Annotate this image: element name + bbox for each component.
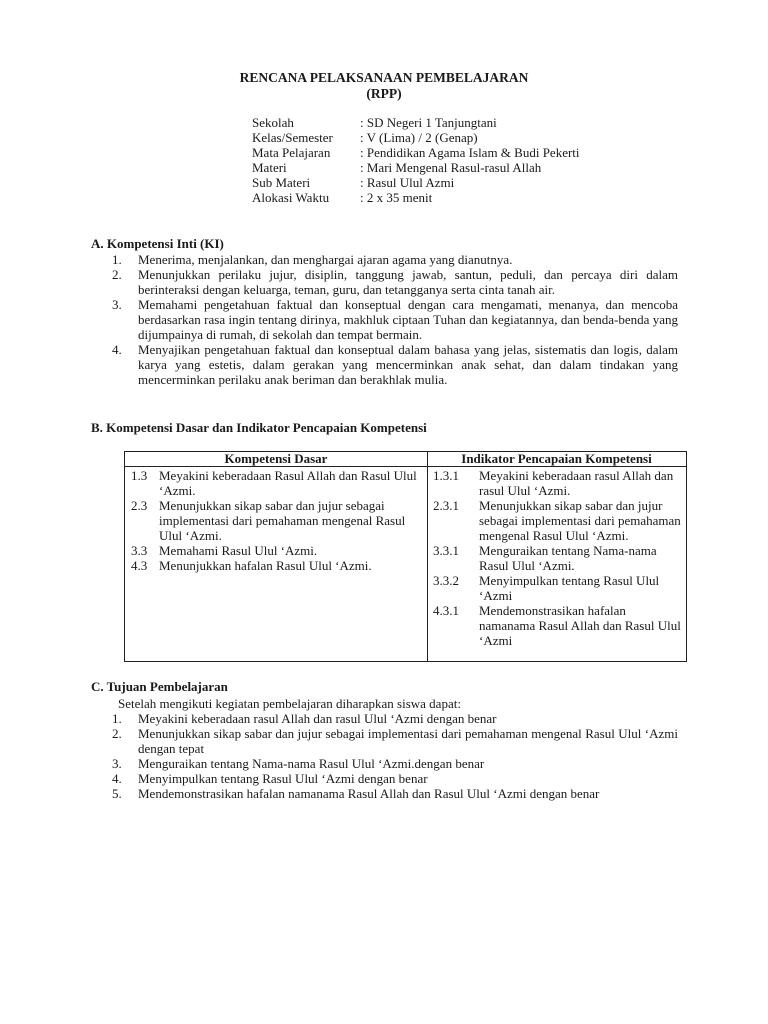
list-item	[112, 756, 678, 771]
identity-value: : SD Negeri 1 Tanjungtani	[360, 115, 497, 130]
tujuan-intro: Setelah mengikuti kegiatan pembelajaran diharapkan siswa dapat:	[118, 696, 461, 711]
kd-text: Menunjukkan sikap sabar dan jujur sebagai implementasi dari pemahaman mengenal Rasul Ulul ‘Azmi.	[159, 498, 406, 543]
list-text: Meyakini keberadaan rasul Allah dan rasul Ulul ‘Azmi dengan benar	[138, 711, 497, 726]
identity-value: : 2 x 35 menit	[360, 190, 433, 205]
ipk-code: 3.3.1	[433, 543, 459, 558]
kd-text: Menunjukkan hafalan Rasul Ulul ‘Azmi.	[159, 558, 372, 573]
identity-row	[252, 190, 580, 205]
list-text: Menyimpulkan tentang Rasul Ulul ‘Azmi dengan benar	[138, 771, 428, 786]
list-text: Menunjukkan sikap sabar dan jujur sebagai implementasi dari pemahaman mengenal Rasul Ulul ‘Azmi dengan tepat	[138, 726, 678, 756]
list-item	[112, 342, 678, 387]
kd-text: Memahami Rasul Ulul ‘Azmi.	[159, 543, 318, 558]
kd-code: 1.3	[131, 468, 148, 483]
list-number: 4.	[112, 342, 122, 357]
identity-table	[252, 115, 580, 205]
ipk-item	[433, 468, 683, 498]
kd-item	[131, 468, 421, 498]
list-text: Menerima, menjalankan, dan menghargai ajaran agama yang dianutnya.	[138, 252, 513, 267]
identity-key: Kelas/Semester	[252, 130, 333, 145]
kompetensi-dasar-column	[131, 468, 421, 573]
list-text: Mendemonstrasikan hafalan namanama Rasul Allah dan Rasul Ulul ‘Azmi dengan benar	[138, 786, 600, 801]
list-item	[112, 711, 678, 726]
document-subtitle: (RPP)	[366, 86, 402, 101]
identity-key: Materi	[252, 160, 287, 175]
list-text: Menunjukkan perilaku jujur, disiplin, tanggung jawab, santun, peduli, dan percaya diri dalam berinteraksi dengan keluarga, teman, guru, dan tetangganya serta cinta tanah air.	[138, 267, 678, 297]
identity-row	[252, 175, 580, 190]
column-header-indikator: Indikator Pencapaian Kompetensi	[461, 451, 652, 466]
identity-row	[252, 160, 580, 175]
list-number: 3.	[112, 297, 122, 312]
ipk-code: 1.3.1	[433, 468, 459, 483]
list-number: 2.	[112, 726, 122, 741]
list-text: Memahami pengetahuan faktual dan konseptual dengan cara mengamati, menanya, dan mencoba berdasarkan rasa ingin tentang dirinya, makhluk ciptaan Tuhan dan kegiatannya, dan benda-benda yang dijumpainya di rumah, di sekolah dan tempat bermain.	[138, 297, 678, 342]
ipk-item	[433, 543, 683, 573]
kompetensi-inti-list	[112, 252, 678, 387]
kd-code: 2.3	[131, 498, 148, 513]
list-text: Menguraikan tentang Nama-nama Rasul Ulul ‘Azmi.dengan benar	[138, 756, 485, 771]
ipk-text: Menguraikan tentang Nama-nama Rasul Ulul ‘Azmi.	[479, 543, 657, 573]
ipk-item	[433, 603, 683, 648]
kd-code: 3.3	[131, 543, 148, 558]
ipk-item	[433, 498, 683, 543]
ipk-code: 2.3.1	[433, 498, 459, 513]
kd-text: Meyakini keberadaan Rasul Allah dan Rasul Ulul ‘Azmi.	[159, 468, 417, 498]
identity-row	[252, 130, 580, 145]
kd-item	[131, 558, 421, 573]
column-header-kompetensi-dasar: Kompetensi Dasar	[224, 451, 328, 466]
ipk-text: Mendemonstrasikan hafalan namanama Rasul Allah dan Rasul Ulul ‘Azmi	[479, 603, 681, 648]
indikator-column	[433, 468, 683, 648]
list-text: Menyajikan pengetahuan faktual dan konseptual dalam bahasa yang jelas, sistematis dan logis, dalam karya yang estetis, dalam gerakan yang mencerminkan anak sehat, dan dalam tindakan yang mencerminkan perilaku anak beriman dan berakhlak mulia.	[138, 342, 678, 387]
list-item	[112, 786, 678, 801]
identity-key: Sekolah	[252, 115, 294, 130]
section-b-heading: B. Kompetensi Dasar dan Indikator Pencapaian Kompetensi	[91, 420, 427, 435]
list-item	[112, 726, 678, 756]
identity-key: Mata Pelajaran	[252, 145, 331, 160]
ipk-text: Menyimpulkan tentang Rasul Ulul ‘Azmi	[479, 573, 660, 603]
ipk-item	[433, 573, 683, 603]
section-a-heading: A. Kompetensi Inti (KI)	[91, 236, 224, 251]
identity-value: : Rasul Ulul Azmi	[360, 175, 455, 190]
identity-key: Sub Materi	[252, 175, 311, 190]
identity-row	[252, 115, 580, 130]
list-number: 5.	[112, 786, 122, 801]
list-number: 1.	[112, 252, 122, 267]
ipk-code: 3.3.2	[433, 573, 459, 588]
list-item	[112, 297, 678, 342]
section-c-heading: C. Tujuan Pembelajaran	[91, 679, 228, 694]
identity-row	[252, 145, 580, 160]
list-item	[112, 771, 678, 786]
identity-value: : Pendidikan Agama Islam & Budi Pekerti	[360, 145, 580, 160]
table-header-rule	[125, 466, 686, 467]
kd-item	[131, 498, 421, 543]
kd-code: 4.3	[131, 558, 148, 573]
kd-item	[131, 543, 421, 558]
ipk-text: Menunjukkan sikap sabar dan jujur sebagai implementasi dari pemahaman mengenal Rasul Ulul ‘Azmi.	[479, 498, 681, 543]
list-item	[112, 252, 678, 267]
list-item	[112, 267, 678, 297]
ipk-code: 4.3.1	[433, 603, 459, 618]
tujuan-list	[112, 711, 678, 801]
list-number: 4.	[112, 771, 122, 786]
list-number: 3.	[112, 756, 122, 771]
identity-value: : Mari Mengenal Rasul-rasul Allah	[360, 160, 542, 175]
ipk-text: Meyakini keberadaan rasul Allah dan rasul Ulul ‘Azmi.	[479, 468, 674, 498]
list-number: 1.	[112, 711, 122, 726]
competency-table	[124, 451, 687, 662]
list-number: 2.	[112, 267, 122, 282]
identity-value: : V (Lima) / 2 (Genap)	[360, 130, 478, 145]
document-title: RENCANA PELAKSANAAN PEMBELAJARAN	[239, 70, 529, 85]
table-divider	[427, 452, 428, 661]
identity-key: Alokasi Waktu	[252, 190, 330, 205]
